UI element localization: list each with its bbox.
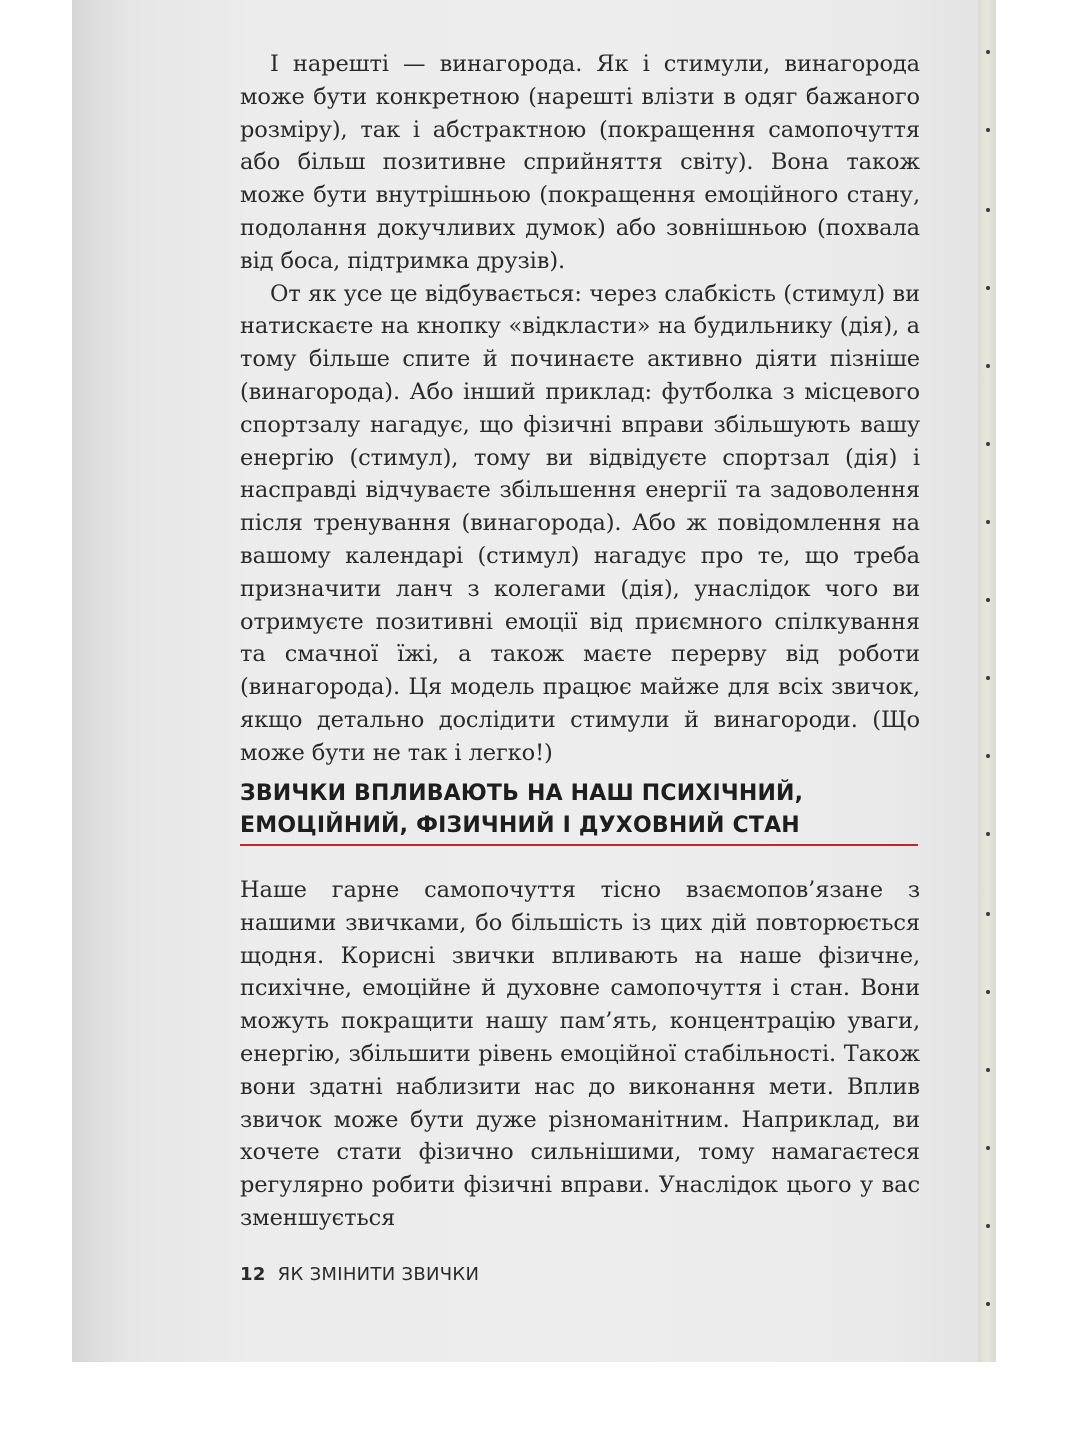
page-number: 12 [240, 1264, 266, 1285]
edge-dot [986, 286, 990, 290]
edge-dot [986, 128, 990, 132]
edge-dot [986, 676, 990, 680]
section-heading [240, 778, 920, 842]
paragraph-reward: І нарешті — винагорода. Як і стимули, винагорода може бути конкретною (нарешті влізти в одяг бажаного розміру), так і абстрактною (покращення самопочуття або більш позитивне сприйняття світу). Вона також може бути внутрішньою (покращення емоційного стану, подолання докучливих думок) або зовнішньою (похвала від боса, підтримка друзів). [240, 51, 920, 274]
edge-dot [986, 50, 990, 54]
page-edge-strip [978, 0, 996, 1362]
edge-dot [986, 754, 990, 758]
edge-dot [986, 208, 990, 212]
edge-dot [986, 912, 990, 916]
edge-dot [986, 990, 990, 994]
edge-dot [986, 1302, 990, 1306]
edge-dot [986, 1224, 990, 1228]
paragraph-examples: От як усе це відбувається: через слабкість (стимул) ви натискаєте на кнопку «відкласти» на будильнику (дія), а тому більше спите й починаєте активно діяти пізніше (винагорода). Або інший приклад: футболка з місцевого спортзалу нагадує, що фізичні вправи збільшують вашу енергію (стимул), тому ви відвідуєте спортзал (дія) і насправді відчуваєте збільшення енергії та задоволення після тренування (винагорода). Або ж повідомлення на вашому календарі (стимул) нагадує про те, що треба призначити ланч з колегами (дія), унаслідок чого ви отримуєте позитивні емоції від приємного спілкування та смачної їжі, а також маєте перерву від роботи (винагорода). Ця модель працює майже для всіх звичок, якщо детально дослідити стимули й винагороди. (Що може бути не так і легко!) [240, 280, 920, 766]
edge-dot [986, 598, 990, 602]
edge-dot [986, 364, 990, 368]
heading-line-2: ЕМОЦІЙНИЙ, ФІЗИЧНИЙ І ДУХОВНИЙ СТАН [240, 813, 800, 838]
edge-dot [986, 832, 990, 836]
page-footer [240, 1264, 479, 1285]
edge-dot [986, 442, 990, 446]
edge-dot [986, 1146, 990, 1150]
paragraph-wellbeing: Наше гарне самопочуття тісно взаємопов’язане з нашими звичками, бо більшість із цих дій повторюється щодня. Корисні звички впливають на наше фізичне, психічне, емоційне й духовне самопочуття і стан. Вони можуть покращити нашу пам’ять, концентрацію уваги, енергію, збільшити рівень емоційної стабільності. Також вони здатні наблизити нас до виконання мети. Вплив звичок може бути дуже різноманітним. Наприклад, ви хочете стати фізично сильнішими, тому намагаєтеся регулярно робити фізичні вправи. Унаслідок цього у вас зменшується [240, 877, 920, 1231]
heading-line-1: ЗВИЧКИ ВПЛИВАЮТЬ НА НАШ ПСИХІЧНИЙ, [240, 781, 804, 806]
edge-dot [986, 1068, 990, 1072]
body-text-bottom [240, 874, 920, 1235]
body-text-top [240, 48, 920, 770]
edge-dot [986, 520, 990, 524]
heading-underline [240, 844, 918, 846]
running-title: ЯК ЗМІНИТИ ЗВИЧКИ [277, 1264, 480, 1285]
